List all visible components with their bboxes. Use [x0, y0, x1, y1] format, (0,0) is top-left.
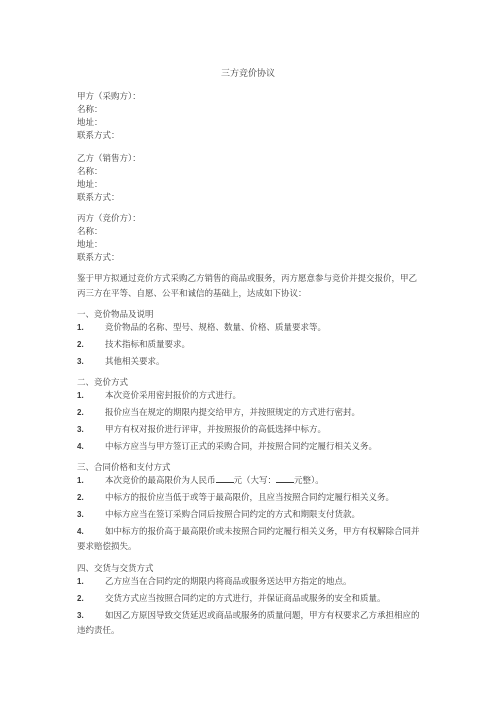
party-a-name: 名称： [77, 105, 103, 115]
party-c-address: 地址： [77, 240, 103, 250]
document-title: 三方竞价协议 [220, 69, 275, 79]
party-a-address: 地址： [77, 118, 103, 128]
item-text-after: 元整）。 [294, 476, 324, 486]
item-number: 2. [77, 594, 84, 603]
list-item [77, 507, 423, 523]
list-item [77, 524, 423, 555]
item-text: 本次竞价采用密封报价的方式进行。 [105, 391, 242, 401]
item-number: 4. [77, 442, 84, 451]
item-text: 中标方应当与甲方签订正式的采购合同，并按照合同约定履行相关义务。 [105, 442, 378, 452]
item-text: 甲方有权对报价进行评审，并按照报价的高低选择中标方。 [105, 425, 327, 435]
item-text: 如因乙方原因导致交货延迟或商品或服务的质量问题，甲方有权要求乙方承担相应的违约责任。 [77, 611, 420, 636]
item-number: 3. [77, 510, 84, 519]
party-a-header: 甲方（采购方）： [77, 92, 141, 102]
item-text: 技术指标和质量要求。 [105, 340, 191, 350]
list-item [77, 388, 423, 404]
item-text: 其他相关要求。 [105, 357, 165, 367]
item-number: 1. [77, 391, 84, 400]
party-c-name: 名称： [77, 227, 103, 237]
section-heading: 三、合同价格和支付方式 [77, 463, 171, 473]
party-c-header: 丙方（竞价方）： [77, 214, 141, 224]
item-number: 2. [77, 493, 84, 502]
item-number: 3. [77, 425, 84, 434]
item-number: 2. [77, 340, 84, 349]
party-b-contact: 联系方式： [77, 193, 120, 203]
list-item [77, 422, 423, 438]
section-heading: 四、交货与交货方式 [77, 564, 154, 574]
list-item [77, 337, 423, 353]
party-b-name: 名称： [77, 167, 103, 177]
item-number: 3. [77, 357, 84, 366]
list-item [77, 405, 423, 421]
item-text: 中标方的报价应当低于或等于最高限价，且应当按照合同约定履行相关义务。 [105, 493, 395, 503]
party-b-address: 地址： [77, 180, 103, 190]
item-number: 2. [77, 408, 84, 417]
list-item [77, 439, 423, 455]
item-number: 4. [77, 527, 84, 536]
list-item [77, 354, 423, 370]
blank-underline [216, 473, 234, 483]
party-a-contact: 联系方式： [77, 131, 120, 141]
party-c-contact: 联系方式： [77, 253, 120, 263]
item-text: 如中标方的报价高于最高限价或未按照合同约定履行相关义务，甲方有权解除合同并要求赔偿损失。 [77, 527, 420, 552]
item-number: 1. [77, 577, 84, 586]
item-text-before: 本次竞价的最高限价为人民币 [105, 476, 216, 486]
item-text: 竞价物品的名称、型号、规格、数量、价格、质量要求等。 [105, 323, 327, 333]
list-item [77, 574, 423, 590]
item-number: 1. [77, 323, 84, 332]
item-number: 3. [77, 611, 84, 620]
preamble-paragraph: 鉴于甲方拟通过竞价方式采购乙方销售的商品或服务，丙方愿意参与竞价并提交报价，甲乙丙三方在平等、自愿、公平和诚信的基础上，达成如下协议： [77, 274, 418, 299]
list-item [77, 473, 423, 489]
section-heading: 一、竞价物品及说明 [77, 310, 154, 320]
item-text: 交货方式应当按照合同约定的方式进行，并保证商品或服务的安全和质量。 [105, 594, 386, 604]
item-text: 乙方应当在合同约定的期限内将商品或服务送达甲方指定的地点。 [105, 577, 352, 587]
blank-underline [276, 473, 294, 483]
item-number: 1. [77, 476, 84, 485]
item-text: 中标方应当在签订采购合同后按照合同约定的方式和期限支付货款。 [105, 510, 361, 520]
list-item [77, 608, 423, 639]
list-item [77, 490, 423, 506]
party-b-header: 乙方（销售方）： [77, 154, 141, 164]
section-heading: 二、竞价方式 [77, 378, 129, 388]
list-item [77, 591, 423, 607]
item-text: 报价应当在规定的期限内提交给甲方，并按照规定的方式进行密封。 [105, 408, 361, 418]
item-text-mid: 元（大写： [233, 476, 277, 486]
list-item [77, 320, 423, 336]
